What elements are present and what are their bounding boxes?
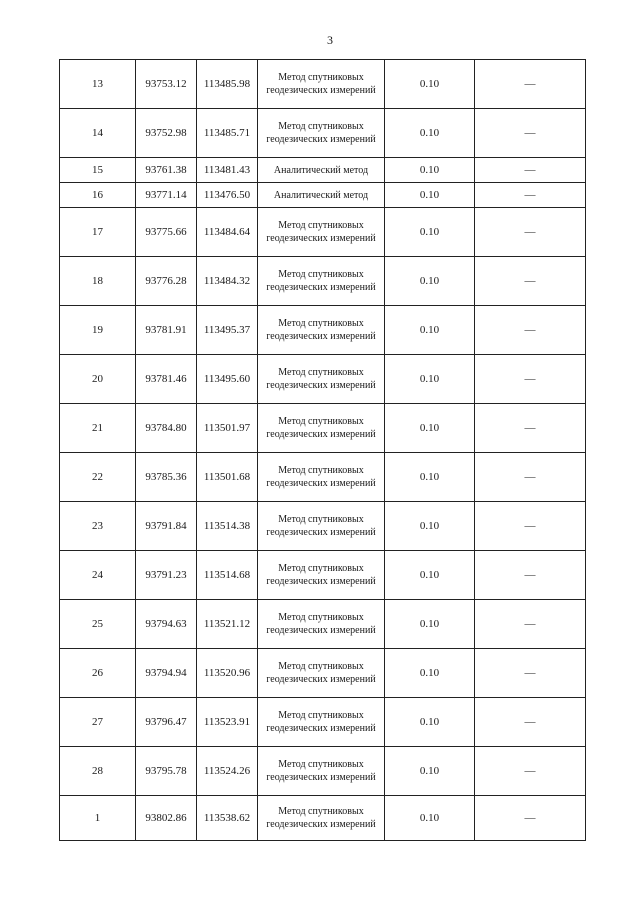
coordinate-y-cell: 113495.37 [197,306,258,355]
coordinate-y-cell: 113485.71 [197,109,258,158]
coordinate-x-cell: 93802.86 [136,796,197,841]
description-cell [475,747,586,796]
method-cell: Метод спутниковых геодезических измерений [258,60,385,109]
coordinate-x-cell: 93781.46 [136,355,197,404]
table-row [60,257,586,306]
dash-mark: — [524,225,536,238]
table-row [60,453,586,502]
coordinate-x-cell: 93761.38 [136,158,197,183]
coordinate-y-cell: 113520.96 [197,649,258,698]
accuracy-cell: 0.10 [385,600,475,649]
description-cell [475,355,586,404]
description-cell [475,60,586,109]
description-cell [475,183,586,208]
coordinate-x-cell: 93781.91 [136,306,197,355]
dash-mark: — [524,163,536,176]
table-row [60,551,586,600]
accuracy-cell: 0.10 [385,453,475,502]
point-number-cell: 14 [60,109,136,158]
method-cell: Аналитический метод [258,183,385,208]
coordinate-y-cell: 113501.68 [197,453,258,502]
description-cell [475,208,586,257]
coordinate-x-cell: 93776.28 [136,257,197,306]
point-number-cell: 18 [60,257,136,306]
dash-mark: — [524,126,536,139]
coordinate-y-cell: 113481.43 [197,158,258,183]
coordinate-y-cell: 113514.38 [197,502,258,551]
coordinate-x-cell: 93775.66 [136,208,197,257]
table-row [60,747,586,796]
dash-mark: — [524,715,536,728]
point-number-cell: 15 [60,158,136,183]
accuracy-cell: 0.10 [385,60,475,109]
coordinate-x-cell: 93784.80 [136,404,197,453]
description-cell [475,109,586,158]
accuracy-cell: 0.10 [385,698,475,747]
accuracy-cell: 0.10 [385,183,475,208]
method-cell: Аналитический метод [258,158,385,183]
accuracy-cell: 0.10 [385,502,475,551]
point-number-cell: 19 [60,306,136,355]
description-cell [475,600,586,649]
point-number-cell: 24 [60,551,136,600]
dash-mark: — [524,519,536,532]
table-row [60,355,586,404]
dash-mark: — [524,568,536,581]
description-cell [475,649,586,698]
table-row [60,796,586,841]
coordinate-x-cell: 93753.12 [136,60,197,109]
dash-mark: — [524,617,536,630]
method-cell: Метод спутниковых геодезических измерений [258,109,385,158]
dash-mark: — [524,811,536,824]
coordinate-x-cell: 93794.63 [136,600,197,649]
coordinate-y-cell: 113501.97 [197,404,258,453]
description-cell [475,502,586,551]
point-number-cell: 1 [60,796,136,841]
table-row [60,109,586,158]
coordinates-table-body [60,60,586,841]
point-number-cell: 26 [60,649,136,698]
method-cell: Метод спутниковых геодезических измерений [258,747,385,796]
accuracy-cell: 0.10 [385,404,475,453]
table-row [60,60,586,109]
method-cell: Метод спутниковых геодезических измерений [258,453,385,502]
coordinates-table [59,59,586,841]
accuracy-cell: 0.10 [385,158,475,183]
description-cell [475,453,586,502]
coordinate-y-cell: 113484.64 [197,208,258,257]
dash-mark: — [524,764,536,777]
coordinate-x-cell: 93791.84 [136,502,197,551]
dash-mark: — [524,470,536,483]
point-number-cell: 13 [60,60,136,109]
method-cell: Метод спутниковых геодезических измерений [258,502,385,551]
coordinate-y-cell: 113485.98 [197,60,258,109]
accuracy-cell: 0.10 [385,796,475,841]
dash-mark: — [524,188,536,201]
coordinate-y-cell: 113538.62 [197,796,258,841]
point-number-cell: 28 [60,747,136,796]
accuracy-cell: 0.10 [385,208,475,257]
table-row [60,306,586,355]
table-row [60,183,586,208]
coordinate-y-cell: 113484.32 [197,257,258,306]
table-row [60,649,586,698]
accuracy-cell: 0.10 [385,306,475,355]
description-cell [475,158,586,183]
method-cell: Метод спутниковых геодезических измерений [258,600,385,649]
accuracy-cell: 0.10 [385,551,475,600]
description-cell [475,404,586,453]
coordinate-y-cell: 113523.91 [197,698,258,747]
coordinate-x-cell: 93785.36 [136,453,197,502]
method-cell: Метод спутниковых геодезических измерений [258,649,385,698]
table-row [60,208,586,257]
accuracy-cell: 0.10 [385,109,475,158]
dash-mark: — [524,323,536,336]
dash-mark: — [524,77,536,90]
table-row [60,698,586,747]
method-cell: Метод спутниковых геодезических измерений [258,257,385,306]
dash-mark: — [524,421,536,434]
description-cell [475,551,586,600]
page-number: 3 [327,33,333,47]
coordinate-x-cell: 93791.23 [136,551,197,600]
point-number-cell: 17 [60,208,136,257]
dash-mark: — [524,372,536,385]
table-row [60,158,586,183]
coordinate-y-cell: 113521.12 [197,600,258,649]
table-row [60,404,586,453]
point-number-cell: 25 [60,600,136,649]
dash-mark: — [524,666,536,679]
point-number-cell: 23 [60,502,136,551]
coordinate-y-cell: 113524.26 [197,747,258,796]
method-cell: Метод спутниковых геодезических измерений [258,355,385,404]
coordinate-y-cell: 113476.50 [197,183,258,208]
method-cell: Метод спутниковых геодезических измерений [258,208,385,257]
coordinate-x-cell: 93796.47 [136,698,197,747]
coordinate-x-cell: 93771.14 [136,183,197,208]
dash-mark: — [524,274,536,287]
description-cell [475,257,586,306]
method-cell: Метод спутниковых геодезических измерений [258,551,385,600]
coordinate-x-cell: 93794.94 [136,649,197,698]
coordinate-x-cell: 93795.78 [136,747,197,796]
point-number-cell: 21 [60,404,136,453]
method-cell: Метод спутниковых геодезических измерений [258,796,385,841]
accuracy-cell: 0.10 [385,355,475,404]
accuracy-cell: 0.10 [385,257,475,306]
point-number-cell: 16 [60,183,136,208]
description-cell [475,796,586,841]
method-cell: Метод спутниковых геодезических измерений [258,698,385,747]
coordinate-y-cell: 113495.60 [197,355,258,404]
point-number-cell: 20 [60,355,136,404]
method-cell: Метод спутниковых геодезических измерений [258,306,385,355]
method-cell: Метод спутниковых геодезических измерений [258,404,385,453]
coordinate-x-cell: 93752.98 [136,109,197,158]
table-row [60,502,586,551]
accuracy-cell: 0.10 [385,747,475,796]
description-cell [475,306,586,355]
point-number-cell: 27 [60,698,136,747]
accuracy-cell: 0.10 [385,649,475,698]
point-number-cell: 22 [60,453,136,502]
table-row [60,600,586,649]
coordinate-y-cell: 113514.68 [197,551,258,600]
description-cell [475,698,586,747]
